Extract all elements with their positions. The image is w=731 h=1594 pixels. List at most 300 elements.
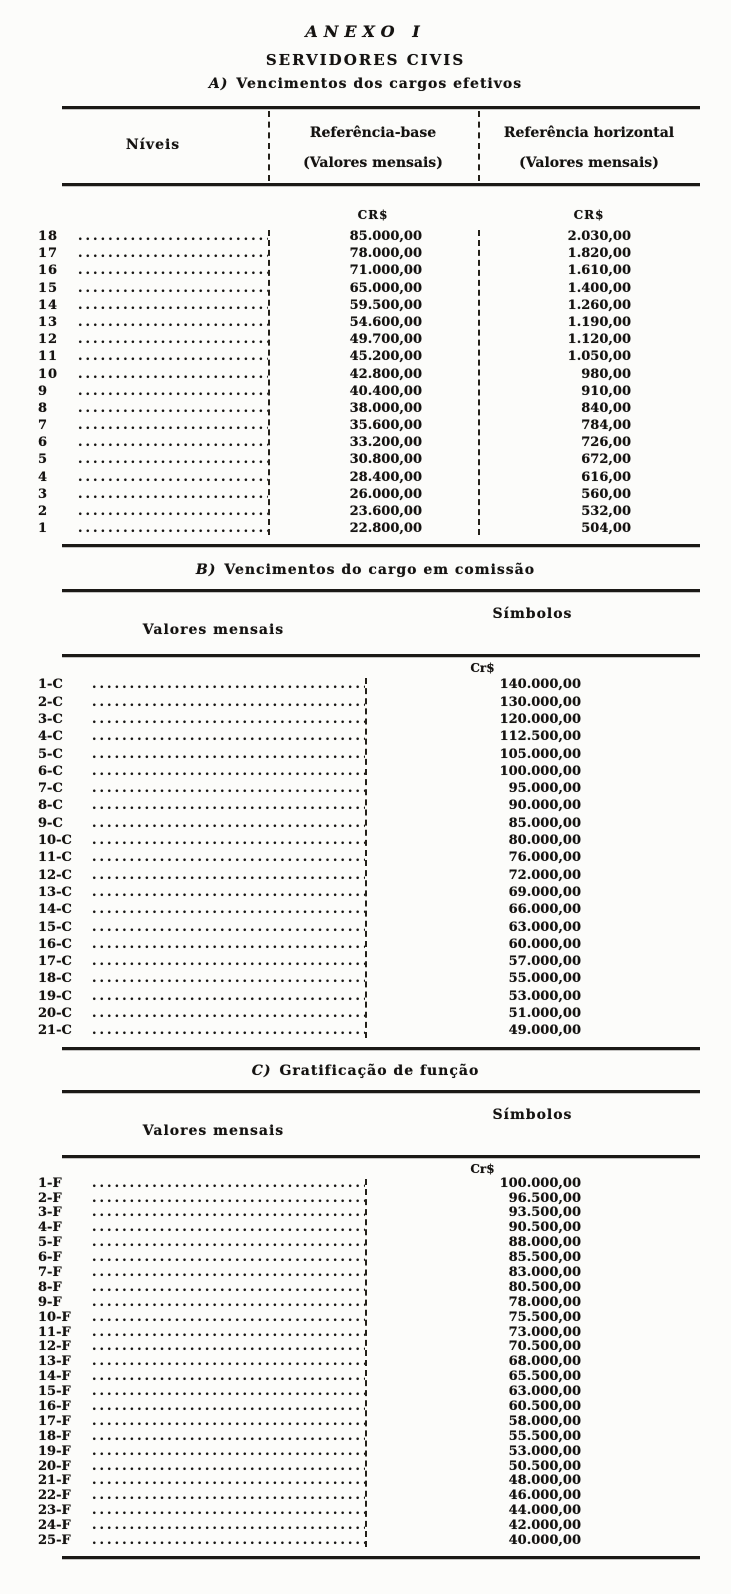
table-row (38, 884, 700, 901)
dot-leader (92, 988, 365, 1005)
table-row (38, 901, 700, 918)
symbol-label: 22-F (38, 1488, 71, 1504)
symbol-label: 10-F (38, 1309, 71, 1325)
level-label: 10 (38, 366, 59, 382)
monthly-value: 90.500,00 (508, 1220, 581, 1236)
monthly-value: 70.500,00 (508, 1339, 581, 1355)
table-row (38, 228, 700, 245)
table-a-bottom-rule (62, 544, 700, 547)
table-row (38, 1326, 700, 1341)
dot-leader (92, 936, 365, 953)
monthly-value: 65.500,00 (508, 1369, 581, 1385)
dot-leader (92, 1460, 365, 1475)
monthly-value: 53.000,00 (508, 1443, 581, 1459)
monthly-value: 88.000,00 (508, 1235, 581, 1251)
dot-leader (92, 1400, 365, 1415)
dot-leader (78, 383, 268, 400)
table-row (38, 746, 700, 763)
dot-leader (92, 953, 365, 970)
monthly-value: 60.000,00 (508, 936, 581, 952)
monthly-value: 69.000,00 (508, 884, 581, 900)
column-header-horizontal (478, 119, 700, 171)
dot-leader (92, 763, 365, 780)
table-row (38, 383, 700, 400)
table-row (38, 486, 700, 503)
symbol-label: 20-F (38, 1458, 71, 1474)
horizontal-value: 672,00 (581, 452, 631, 468)
dot-leader (78, 280, 268, 297)
dot-leader (92, 1415, 365, 1430)
table-row (38, 1281, 700, 1296)
column-divider (478, 230, 480, 535)
base-value: 30.800,00 (349, 452, 422, 468)
table-row (38, 728, 700, 745)
column-header-horizontal-line2: (Valores mensais) (519, 155, 659, 171)
table-row (38, 1519, 700, 1534)
table-row (38, 953, 700, 970)
table-row (38, 1385, 700, 1400)
base-value: 49.700,00 (349, 332, 422, 348)
dot-leader (92, 1236, 365, 1251)
symbol-label: 21-C (38, 1023, 72, 1039)
monthly-value: 95.000,00 (508, 781, 581, 797)
monthly-value: 100.000,00 (499, 1175, 581, 1191)
dot-leader (92, 1192, 365, 1207)
column-header-symbols: Símbolos (492, 606, 573, 623)
horizontal-value: 532,00 (581, 504, 631, 519)
monthly-value: 66.000,00 (508, 902, 581, 918)
base-value: 65.000,00 (349, 280, 422, 296)
monthly-value: 140.000,00 (499, 677, 581, 693)
table-row (38, 1221, 700, 1236)
table-row (38, 970, 700, 987)
dot-leader (92, 849, 365, 866)
dot-leader (92, 797, 365, 814)
level-label: 3 (38, 486, 49, 502)
dot-leader (78, 486, 268, 503)
symbol-label: 6-F (38, 1250, 62, 1266)
dot-leader (92, 970, 365, 987)
table-row (38, 520, 700, 537)
dot-leader (92, 1266, 365, 1281)
dot-leader (92, 1355, 365, 1370)
table-row (38, 366, 700, 383)
dot-leader (92, 1311, 365, 1326)
column-divider (478, 111, 480, 181)
table-row (38, 1430, 700, 1445)
monthly-value: 40.000,00 (508, 1532, 581, 1548)
dot-leader (78, 297, 268, 314)
table-row (38, 1266, 700, 1281)
base-value: 26.000,00 (349, 486, 422, 502)
monthly-value: 42.000,00 (508, 1518, 581, 1534)
symbol-label: 3-C (38, 711, 63, 727)
column-header-symbols: Símbolos (492, 1106, 573, 1123)
base-value: 78.000,00 (349, 246, 422, 262)
table-row (38, 1177, 700, 1192)
monthly-value: 75.500,00 (508, 1309, 581, 1325)
monthly-value: 58.000,00 (508, 1413, 581, 1429)
dot-leader (92, 711, 365, 728)
symbol-label: 16-F (38, 1398, 71, 1414)
horizontal-value: 726,00 (581, 435, 631, 451)
table-c-currency-row (62, 1162, 700, 1176)
dot-leader (92, 1519, 365, 1534)
base-value: 59.500,00 (349, 297, 422, 313)
table-row (38, 1005, 700, 1022)
currency-label-base: CR$ (357, 208, 389, 222)
table-row (38, 1022, 700, 1039)
horizontal-value: 1.400,00 (567, 280, 631, 296)
table-row (38, 348, 700, 365)
table-row (38, 1355, 700, 1370)
table-row (38, 919, 700, 936)
dot-leader (78, 434, 268, 451)
monthly-value: 85.500,00 (508, 1250, 581, 1266)
table-c-header-rule (62, 1155, 700, 1158)
page-title: ANEXO I (305, 22, 426, 41)
table-row (38, 400, 700, 417)
column-header-levels: Níveis (125, 137, 181, 153)
currency-label-horizontal: CR$ (573, 208, 605, 222)
monthly-value: 51.000,00 (508, 1006, 581, 1022)
table-row (38, 797, 700, 814)
column-divider (268, 111, 270, 181)
dot-leader (78, 245, 268, 262)
level-label: 14 (38, 297, 59, 313)
symbol-label: 17-C (38, 954, 72, 970)
table-row (38, 1534, 700, 1549)
base-value: 40.400,00 (349, 383, 422, 399)
symbol-label: 9-C (38, 815, 63, 831)
dot-leader (92, 1005, 365, 1022)
table-row (38, 314, 700, 331)
table-row (38, 280, 700, 297)
monthly-value: 105.000,00 (499, 746, 581, 762)
table-row (38, 1489, 700, 1504)
monthly-value: 55.000,00 (508, 971, 581, 987)
table-row (38, 1192, 700, 1207)
dot-leader (78, 262, 268, 279)
horizontal-value: 560,00 (581, 486, 631, 502)
monthly-value: 44.000,00 (508, 1503, 581, 1519)
table-row (38, 469, 700, 486)
base-value: 33.200,00 (349, 435, 422, 451)
column-header-values: Valores mensais (142, 622, 285, 639)
table-row (38, 1445, 700, 1460)
table-a-body (38, 228, 700, 537)
horizontal-value: 2.030,00 (567, 229, 631, 244)
monthly-value: 63.000,00 (508, 1384, 581, 1400)
symbol-label: 13-C (38, 884, 72, 900)
symbol-label: 12-F (38, 1339, 71, 1355)
table-c-bottom-rule (62, 1556, 700, 1559)
table-row (38, 417, 700, 434)
symbol-label: 18-F (38, 1428, 71, 1444)
monthly-value: 48.000,00 (508, 1473, 581, 1489)
dot-leader (92, 780, 365, 797)
symbol-label: 2-F (38, 1190, 62, 1206)
column-divider (62, 606, 365, 622)
base-value: 35.600,00 (349, 418, 422, 434)
level-label: 16 (38, 263, 59, 279)
level-label: 8 (38, 400, 49, 416)
table-row (38, 763, 700, 780)
base-value: 38.000,00 (349, 400, 422, 416)
table-row (38, 1504, 700, 1519)
level-label: 11 (38, 349, 59, 365)
base-value: 22.800,00 (349, 521, 422, 537)
symbol-label: 5-C (38, 746, 63, 762)
horizontal-value: 1.260,00 (567, 297, 631, 313)
table-row (38, 1460, 700, 1475)
symbol-label: 10-C (38, 833, 72, 849)
dot-leader (78, 366, 268, 383)
section-c-heading (0, 1063, 731, 1080)
level-label: 7 (38, 418, 49, 434)
dot-leader (78, 451, 268, 468)
level-label: 18 (38, 229, 59, 244)
symbol-label: 5-F (38, 1235, 62, 1251)
section-a-title: Vencimentos dos cargos efetivos (236, 76, 523, 92)
symbol-label: 19-F (38, 1443, 71, 1459)
table-row (38, 1236, 700, 1251)
dot-leader (78, 520, 268, 537)
monthly-value: 72.000,00 (508, 867, 581, 883)
symbol-label: 4-F (38, 1220, 62, 1236)
dot-leader (92, 832, 365, 849)
table-a-header (38, 109, 700, 183)
section-c-title: Gratificação de função (279, 1062, 480, 1079)
dot-leader (92, 867, 365, 884)
symbol-label: 4-C (38, 729, 63, 745)
table-row (38, 1474, 700, 1489)
monthly-value: 46.000,00 (508, 1488, 581, 1504)
symbol-label: 12-C (38, 867, 72, 883)
dot-leader (92, 1534, 365, 1549)
monthly-value: 55.500,00 (508, 1428, 581, 1444)
horizontal-value: 1.190,00 (567, 314, 631, 330)
base-value: 71.000,00 (349, 263, 422, 279)
table-b-header (62, 592, 700, 654)
column-header-base (268, 119, 478, 171)
column-header-base-line1: Referência-base (309, 125, 437, 141)
monthly-value: 85.000,00 (508, 815, 581, 831)
dot-leader (92, 1474, 365, 1489)
level-label: 5 (38, 452, 49, 468)
dot-leader (92, 746, 365, 763)
dot-leader (92, 1326, 365, 1341)
table-row (38, 1400, 700, 1415)
table-a-currency-row (38, 208, 700, 222)
symbol-label: 13-F (38, 1354, 71, 1370)
monthly-value: 83.000,00 (508, 1264, 581, 1280)
table-row (38, 832, 700, 849)
base-value: 28.400,00 (349, 469, 422, 485)
dot-leader (92, 815, 365, 832)
symbol-label: 9-F (38, 1294, 62, 1310)
monthly-value: 68.000,00 (508, 1354, 581, 1370)
base-value: 45.200,00 (349, 349, 422, 365)
column-header-values: Valores mensais (142, 1122, 285, 1139)
horizontal-value: 784,00 (581, 418, 631, 434)
section-c-prefix: C) (251, 1062, 272, 1079)
dot-leader (92, 1281, 365, 1296)
table-row (38, 849, 700, 866)
table-row (38, 245, 700, 262)
base-value: 54.600,00 (349, 314, 422, 330)
dot-leader (92, 1445, 365, 1460)
level-label: 9 (38, 383, 49, 399)
horizontal-value: 910,00 (581, 383, 631, 399)
level-label: 17 (38, 246, 59, 262)
base-value: 42.800,00 (349, 366, 422, 382)
dot-leader (92, 1370, 365, 1385)
monthly-value: 57.000,00 (508, 954, 581, 970)
monthly-value: 93.500,00 (508, 1205, 581, 1221)
currency-label: Cr$ (470, 1161, 495, 1176)
symbol-label: 1-F (38, 1175, 62, 1191)
symbol-label: 7-F (38, 1264, 62, 1280)
section-b-prefix: B) (195, 562, 217, 579)
monthly-value: 100.000,00 (499, 763, 581, 779)
level-label: 2 (38, 504, 49, 519)
dot-leader (92, 1177, 365, 1192)
table-row (38, 1370, 700, 1385)
table-row (38, 676, 700, 693)
level-label: 6 (38, 435, 49, 451)
table-b-bottom-rule (62, 1047, 700, 1050)
dot-leader (78, 314, 268, 331)
monthly-value: 76.000,00 (508, 850, 581, 866)
dot-leader (92, 919, 365, 936)
column-divider (62, 1107, 365, 1123)
monthly-value: 80.000,00 (508, 833, 581, 849)
currency-label: Cr$ (470, 661, 495, 676)
monthly-value: 80.500,00 (508, 1279, 581, 1295)
monthly-value: 90.000,00 (508, 798, 581, 814)
level-label: 13 (38, 314, 59, 330)
table-row (38, 451, 700, 468)
symbol-label: 18-C (38, 971, 72, 987)
table-row (38, 1206, 700, 1221)
table-row (38, 694, 700, 711)
table-row (38, 711, 700, 728)
table-a-header-rule (62, 183, 700, 186)
symbol-label: 20-C (38, 1006, 72, 1022)
symbol-label: 11-C (38, 850, 72, 866)
table-row (38, 988, 700, 1005)
table-b-currency-row (62, 661, 700, 675)
dot-leader (92, 1430, 365, 1445)
horizontal-value: 616,00 (581, 469, 631, 485)
symbol-label: 24-F (38, 1518, 71, 1534)
dot-leader (92, 728, 365, 745)
base-value: 23.600,00 (349, 504, 422, 519)
column-divider (268, 230, 270, 535)
symbol-label: 7-C (38, 781, 63, 797)
table-row (38, 434, 700, 451)
dot-leader (78, 348, 268, 365)
horizontal-value: 504,00 (581, 521, 631, 537)
dot-leader (92, 1385, 365, 1400)
dot-leader (78, 400, 268, 417)
dot-leader (92, 1340, 365, 1355)
monthly-value: 60.500,00 (508, 1398, 581, 1414)
symbol-label: 23-F (38, 1503, 71, 1519)
horizontal-value: 1.050,00 (567, 349, 631, 365)
level-label: 12 (38, 332, 59, 348)
dot-leader (92, 1022, 365, 1039)
table-row (38, 297, 700, 314)
page-subtitle: SERVIDORES CIVIS (265, 51, 466, 69)
level-label: 4 (38, 469, 49, 485)
monthly-value: 73.000,00 (508, 1324, 581, 1340)
monthly-value: 53.000,00 (508, 988, 581, 1004)
symbol-label: 25-F (38, 1532, 71, 1548)
table-row (38, 331, 700, 348)
dot-leader (92, 1251, 365, 1266)
table-row (38, 780, 700, 797)
level-label: 15 (38, 280, 59, 296)
dot-leader (78, 417, 268, 434)
monthly-value: 50.500,00 (508, 1458, 581, 1474)
symbol-label: 15-F (38, 1384, 71, 1400)
table-b-body (38, 676, 700, 1039)
horizontal-value: 1.820,00 (567, 246, 631, 262)
dot-leader (92, 1206, 365, 1221)
base-value: 85.000,00 (349, 229, 422, 244)
section-b-title: Vencimentos do cargo em comissão (224, 562, 536, 579)
dot-leader (78, 228, 268, 245)
symbol-label: 14-C (38, 902, 72, 918)
symbol-label: 16-C (38, 936, 72, 952)
table-row (38, 1296, 700, 1311)
symbol-label: 14-F (38, 1369, 71, 1385)
table-b-header-rule (62, 654, 700, 657)
symbol-label: 11-F (38, 1324, 71, 1340)
table-row (38, 936, 700, 953)
table-row (38, 1311, 700, 1326)
dot-leader (92, 1221, 365, 1236)
column-divider (365, 1179, 367, 1547)
symbol-label: 1-C (38, 677, 63, 693)
horizontal-value: 840,00 (581, 400, 631, 416)
dot-leader (78, 503, 268, 520)
symbol-label: 19-C (38, 988, 72, 1004)
dot-leader (92, 1504, 365, 1519)
table-c-header (62, 1093, 700, 1155)
monthly-value: 49.000,00 (508, 1023, 581, 1039)
symbol-label: 17-F (38, 1413, 71, 1429)
dot-leader (92, 1489, 365, 1504)
section-a-prefix: A) (208, 76, 229, 92)
monthly-value: 120.000,00 (499, 711, 581, 727)
dot-leader (78, 469, 268, 486)
column-divider (365, 678, 367, 1037)
monthly-value: 96.500,00 (508, 1190, 581, 1206)
monthly-value: 63.000,00 (508, 919, 581, 935)
symbol-label: 2-C (38, 694, 63, 710)
monthly-value: 112.500,00 (499, 729, 581, 745)
symbol-label: 6-C (38, 763, 63, 779)
symbol-label: 3-F (38, 1205, 62, 1221)
symbol-label: 21-F (38, 1473, 71, 1489)
dot-leader (92, 676, 365, 693)
section-b-heading (0, 562, 731, 579)
monthly-value: 78.000,00 (508, 1294, 581, 1310)
dot-leader (78, 331, 268, 348)
